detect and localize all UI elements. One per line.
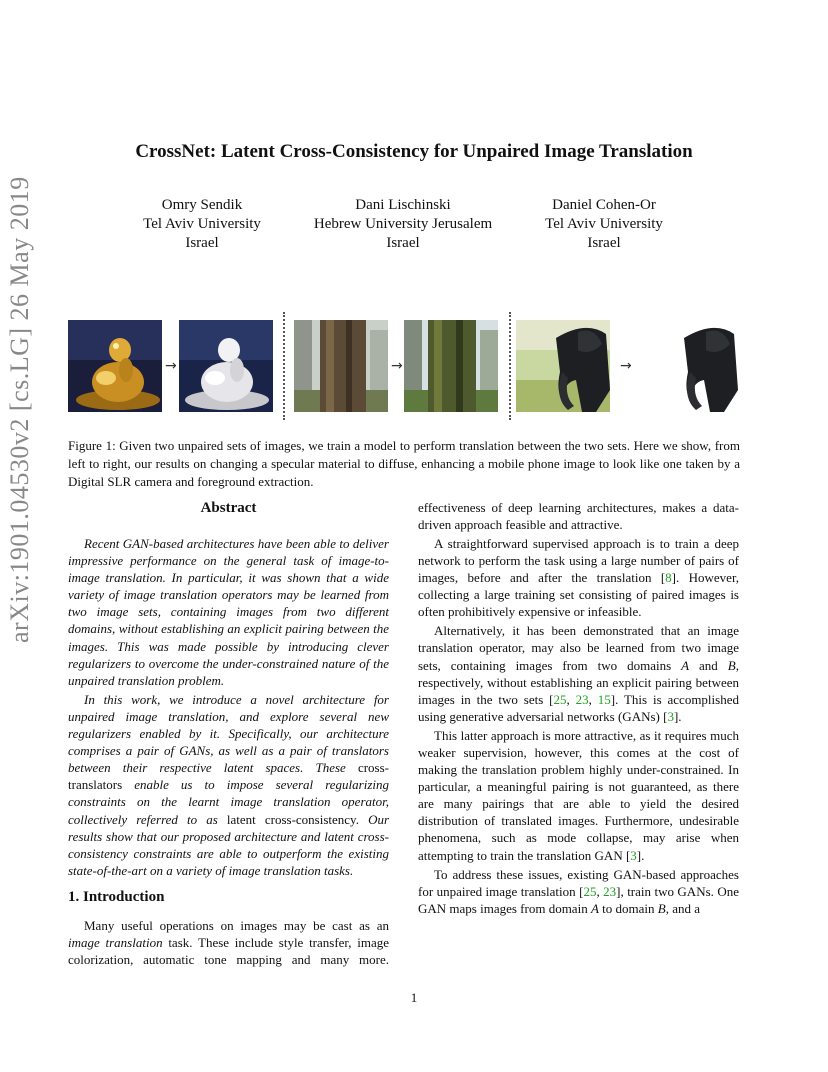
text-run: Our results show that our proposed architecture and latent cross-consistency constraints are able to outperform the existing state-of-the-art on a variety of image translation tasks. bbox=[68, 811, 390, 878]
text-run: image translation bbox=[68, 935, 163, 951]
text-run: Many useful operations on images may be cast as an bbox=[84, 918, 389, 933]
citation-link[interactable]: 23 bbox=[603, 883, 617, 899]
text-run: ]. This is accomplished using generative adversarial networks (GANs) [ bbox=[418, 691, 739, 724]
arrow-icon: → bbox=[620, 358, 632, 374]
citation-link[interactable]: 25 bbox=[583, 883, 597, 899]
author-affiliation: Tel Aviv University bbox=[545, 216, 663, 232]
author-name: Daniel Cohen-Or bbox=[552, 197, 656, 213]
figure-image-statue-specular bbox=[68, 320, 162, 412]
text-run: effectiveness of deep learning architectures, makes a data-driven approach feasible and attractive. bbox=[418, 500, 739, 532]
figure-image-tree-dslr bbox=[404, 320, 498, 412]
figure-caption: Figure 1: Given two unpaired sets of images, we train a model to perform translation between the two sets. Here we show, from left to right, our results on changing a specular material to diffuse, enhancing a mobile phone image to look like one taken by a Digital SLR camera and foreground extraction. bbox=[68, 438, 740, 489]
author-affiliation: Tel Aviv University bbox=[143, 216, 261, 232]
text-run: ]. bbox=[673, 708, 682, 724]
figure-image-elephant-original bbox=[516, 320, 610, 412]
text-run: , bbox=[566, 691, 576, 707]
author-country: Israel bbox=[386, 235, 420, 251]
text-run: ], train two GANs. One GAN maps images from domain bbox=[418, 883, 739, 916]
text-run: cross-translators bbox=[68, 760, 389, 793]
author-3 bbox=[474, 196, 734, 253]
figure-image-elephant-extracted bbox=[644, 320, 738, 412]
intro-body-right bbox=[418, 500, 739, 975]
text-run: To address these issues, existing GAN-based approaches for unpaired image translation [ bbox=[418, 866, 739, 899]
text-run: and bbox=[689, 657, 728, 673]
abstract-paragraph-1: Recent GAN-based architectures have been able to deliver impressive performance on the general task of image-to-image translation. In particular, it was shown that a wide variety of image translation operators may be learned from two image sets, containing images from two different domains, without establishing an explicit pairing between the images. This was made possible by introducing clever regularizers to overcome the under-constrained nature of the unpaired translation problem. bbox=[68, 536, 389, 688]
figure-image-tree-phone bbox=[294, 320, 388, 412]
author-affiliation: Hebrew University Jerusalem bbox=[313, 216, 493, 232]
text-run: ]. bbox=[636, 847, 645, 863]
text-run: ]. However, collecting a large training set consisting of paired images is often prohibitively expensive or infeasible. bbox=[418, 570, 739, 620]
separator bbox=[509, 312, 511, 420]
text-run: , and a bbox=[665, 900, 701, 916]
citation-link[interactable]: 3 bbox=[630, 847, 637, 863]
citation-link[interactable]: 8 bbox=[665, 570, 672, 586]
citation-link[interactable]: 3 bbox=[667, 708, 674, 724]
text-run: task. These include style transfer, image colorization, automatic tone mapping and many more. bbox=[68, 935, 389, 968]
intro-paragraph-3 bbox=[418, 622, 739, 725]
intro-paragraph-1 bbox=[68, 917, 389, 968]
text-run: to domain bbox=[598, 900, 658, 916]
author-country: Israel bbox=[185, 235, 219, 251]
citation-link[interactable]: 25 bbox=[553, 691, 567, 707]
author-name: Dani Lischinski bbox=[355, 197, 451, 213]
text-run: , respectively, without establishing an explicit pairing between images in the two sets [ bbox=[418, 657, 739, 707]
arrow-icon: → bbox=[391, 358, 403, 374]
arrow-icon: → bbox=[165, 358, 177, 374]
text-run: Alternatively, it has been demonstrated that an image translation operator, may also be learned from two image sets, containing images from two domains bbox=[418, 623, 739, 673]
text-run: A straightforward supervised approach is to train a deep network to perform the task using a large number of pairs of images, before and after the translation [ bbox=[418, 535, 739, 586]
page-number: 1 bbox=[410, 990, 418, 1005]
intro-paragraph-5 bbox=[418, 866, 739, 917]
intro-paragraph-1-continued bbox=[418, 500, 739, 533]
math-symbol: B bbox=[727, 657, 736, 673]
text-run: enable us to impose several regularizing constraints on the learnt image translation operator, collectively referred to as bbox=[68, 777, 389, 827]
author-name: Omry Sendik bbox=[161, 197, 243, 213]
introduction-heading: 1. Introduction bbox=[68, 889, 165, 905]
abstract-heading: Abstract bbox=[200, 500, 257, 516]
text-run: , bbox=[588, 691, 598, 707]
text-run: In this work, we introduce a novel architecture for unpaired image translation, and explore several new regularizers enabled by it. Specifically, our architecture comprises a pair of GANs, as well as a pair of translators between their respective latent spaces. These bbox=[68, 691, 389, 776]
abstract-body bbox=[68, 535, 389, 879]
math-symbol: A bbox=[681, 657, 690, 673]
math-symbol: B bbox=[657, 900, 666, 916]
intro-paragraph-4 bbox=[418, 727, 739, 864]
math-symbol: A bbox=[590, 900, 599, 916]
author-country: Israel bbox=[587, 235, 621, 251]
intro-paragraph-2 bbox=[418, 535, 739, 620]
separator bbox=[283, 312, 285, 420]
text-run: latent cross-consistency. bbox=[217, 811, 369, 827]
abstract-paragraph-2 bbox=[68, 691, 389, 879]
text-run: , bbox=[596, 883, 604, 899]
text-run: This latter approach is more attractive, as it requires much weaker supervision, however, this comes at the cost of making the translation problem highly under-constrained. In particular, a meaningful pairing is not guaranteed, as there are many pairings that are able to yield the desired distribution of translated images. Furthermore, undesirable phenomena, such as mode collapse, may arise when attempting to train the translation GAN [ bbox=[418, 727, 739, 863]
arxiv-stamp: arXiv:1901.04530v2 [cs.LG] 26 May 2019 bbox=[5, 176, 34, 643]
intro-body-left bbox=[68, 917, 389, 968]
paper-title: CrossNet: Latent Cross-Consistency for Unpaired Image Translation bbox=[135, 141, 693, 162]
citation-link[interactable]: 23 bbox=[575, 691, 589, 707]
citation-link[interactable]: 15 bbox=[597, 691, 611, 707]
figure-1 bbox=[68, 320, 738, 412]
figure-image-statue-diffuse bbox=[179, 320, 273, 412]
